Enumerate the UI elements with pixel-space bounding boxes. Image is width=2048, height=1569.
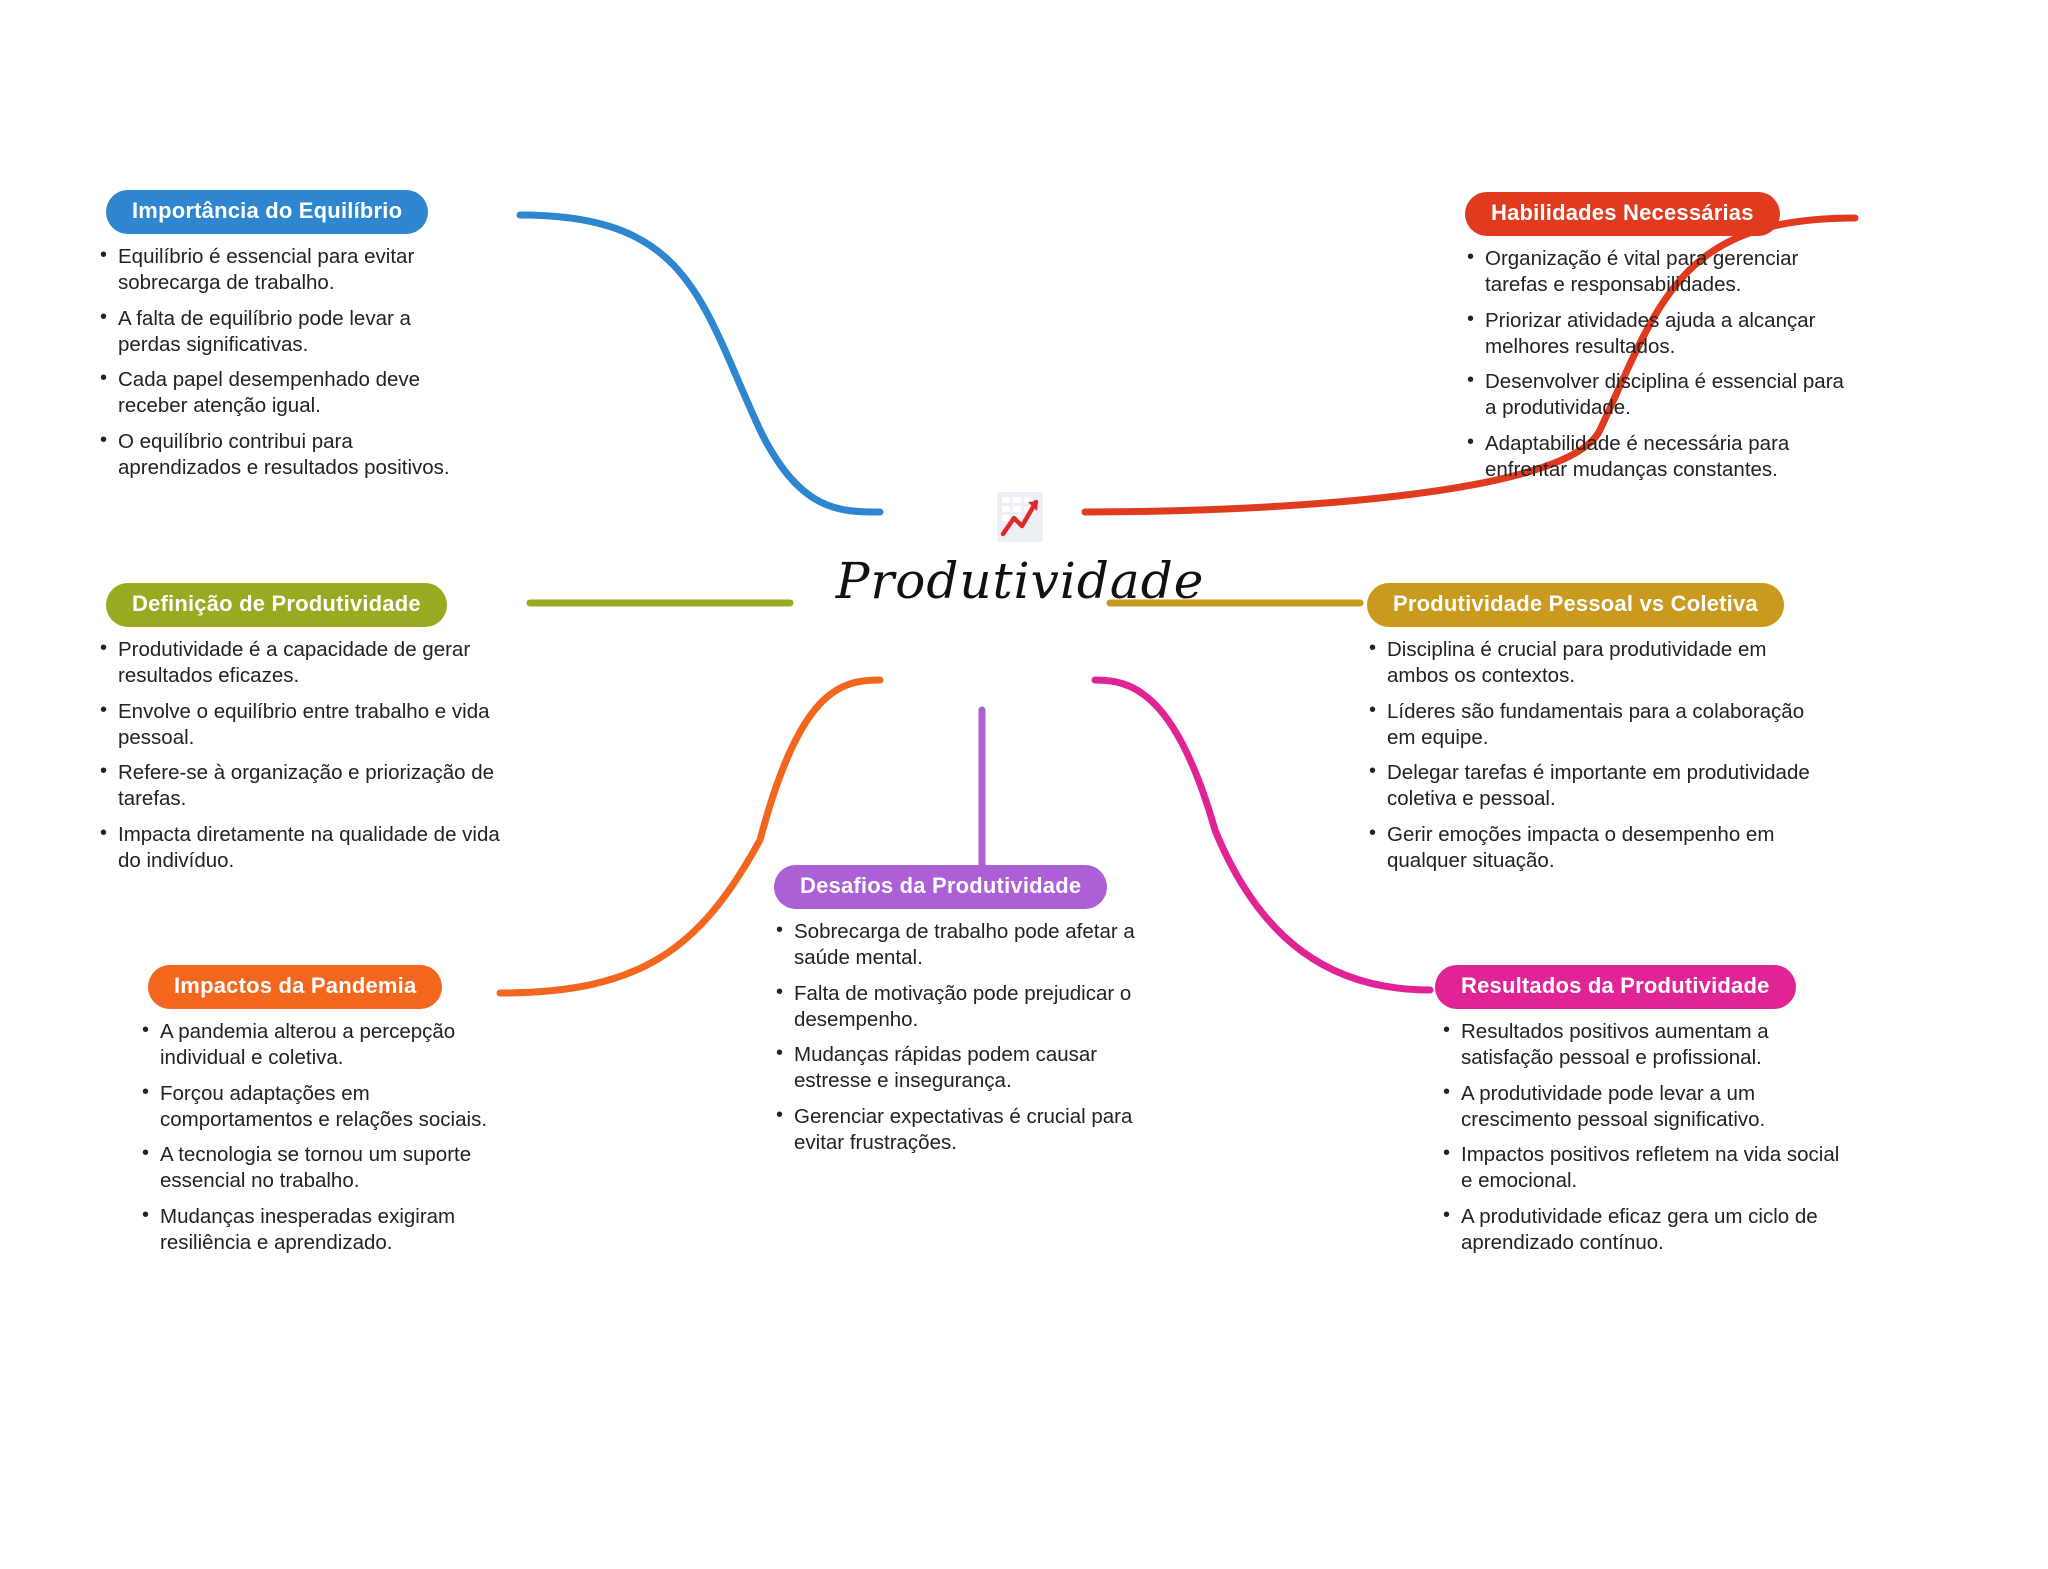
branch-items-pandemia (140, 1019, 520, 1256)
branch-habilidades[interactable] (1455, 192, 1860, 492)
list-item: • A produtividade pode levar a um crescimento pessoal significativo. (1441, 1081, 1851, 1133)
branch-title-pessoal[interactable]: Produtividade Pessoal vs Coletiva (1367, 583, 1784, 627)
branch-title-equilibrio[interactable]: Importância do Equilíbrio (106, 190, 428, 234)
list-item: • Sobrecarga de trabalho pode afetar a saúde mental. (774, 919, 1179, 971)
list-item: • A produtividade eficaz gera um ciclo de aprendizado contínuo. (1441, 1204, 1851, 1256)
branch-desafios-da-produtividade[interactable] (760, 865, 1179, 1165)
branch-title-definicao[interactable]: Definição de Produtividade (106, 583, 447, 627)
branch-title-desafios[interactable]: Desafios da Produtividade (774, 865, 1107, 909)
list-item: • Impactos positivos refletem na vida social e emocional. (1441, 1142, 1851, 1194)
list-item: • Cada papel desempenhado deve receber atenção igual. (98, 367, 478, 419)
list-item: • Priorizar atividades ajuda a alcançar melhores resultados. (1465, 308, 1860, 360)
branch-items-desafios (774, 919, 1179, 1156)
center-node (760, 490, 1280, 610)
list-item: • Líderes são fundamentais para a colaboração em equipe. (1367, 699, 1832, 751)
branch-title-pandemia[interactable]: Impactos da Pandemia (148, 965, 442, 1009)
list-item: • Impacta diretamente na qualidade de vida do indivíduo. (98, 822, 513, 874)
branch-items-pessoal (1367, 637, 1832, 874)
list-item: • Mudanças inesperadas exigiram resiliência e aprendizado. (140, 1204, 520, 1256)
list-item: • Envolve o equilíbrio entre trabalho e vida pessoal. (98, 699, 513, 751)
list-item: • Forçou adaptações em comportamentos e relações sociais. (140, 1081, 520, 1133)
branch-resultados-da-produtividade[interactable] (1415, 965, 1851, 1265)
list-item: • Falta de motivação pode prejudicar o desempenho. (774, 981, 1179, 1033)
list-item: • Mudanças rápidas podem causar estresse e insegurança. (774, 1042, 1179, 1094)
list-item: • A falta de equilíbrio pode levar a perdas significativas. (98, 306, 478, 358)
list-item: • O equilíbrio contribui para aprendizados e resultados positivos. (98, 429, 478, 481)
branch-definicao[interactable] (92, 583, 513, 883)
branch-produtividade-pessoal-vs-coletiva[interactable] (1355, 583, 1832, 883)
list-item: • Delegar tarefas é importante em produtividade coletiva e pessoal. (1367, 760, 1832, 812)
list-item: • Organização é vital para gerenciar tarefas e responsabilidades. (1465, 246, 1860, 298)
branch-items-definicao (98, 637, 513, 874)
list-item: • Produtividade é a capacidade de gerar resultados eficazes. (98, 637, 513, 689)
list-item: • Disciplina é crucial para produtividade em ambos os contextos. (1367, 637, 1832, 689)
list-item: • Equilíbrio é essencial para evitar sobrecarga de trabalho. (98, 244, 478, 296)
branch-title-resultados[interactable]: Resultados da Produtividade (1435, 965, 1796, 1009)
list-item: • Refere-se à organização e priorização de tarefas. (98, 760, 513, 812)
chart-line-up-icon (989, 490, 1051, 546)
connector-equilibrio (520, 215, 880, 512)
center-title: Produtividade (835, 552, 1205, 610)
branch-items-resultados (1441, 1019, 1851, 1256)
list-item: • Gerir emoções impacta o desempenho em qualquer situação. (1367, 822, 1832, 874)
list-item: • Resultados positivos aumentam a satisfação pessoal e profissional. (1441, 1019, 1851, 1071)
branch-impactos-da-pandemia[interactable] (120, 965, 520, 1265)
list-item: • Gerenciar expectativas é crucial para evitar frustrações. (774, 1104, 1179, 1156)
list-item: • A tecnologia se tornou um suporte essencial no trabalho. (140, 1142, 520, 1194)
branch-title-habilidades[interactable]: Habilidades Necessárias (1465, 192, 1780, 236)
list-item: • Desenvolver disciplina é essencial para a produtividade. (1465, 369, 1860, 421)
list-item: • Adaptabilidade é necessária para enfrentar mudanças constantes. (1465, 431, 1860, 483)
list-item: • A pandemia alterou a percepção individual e coletiva. (140, 1019, 520, 1071)
branch-items-equilibrio (98, 244, 478, 481)
branch-items-habilidades (1465, 246, 1860, 483)
branch-equilibrio[interactable] (92, 190, 478, 490)
